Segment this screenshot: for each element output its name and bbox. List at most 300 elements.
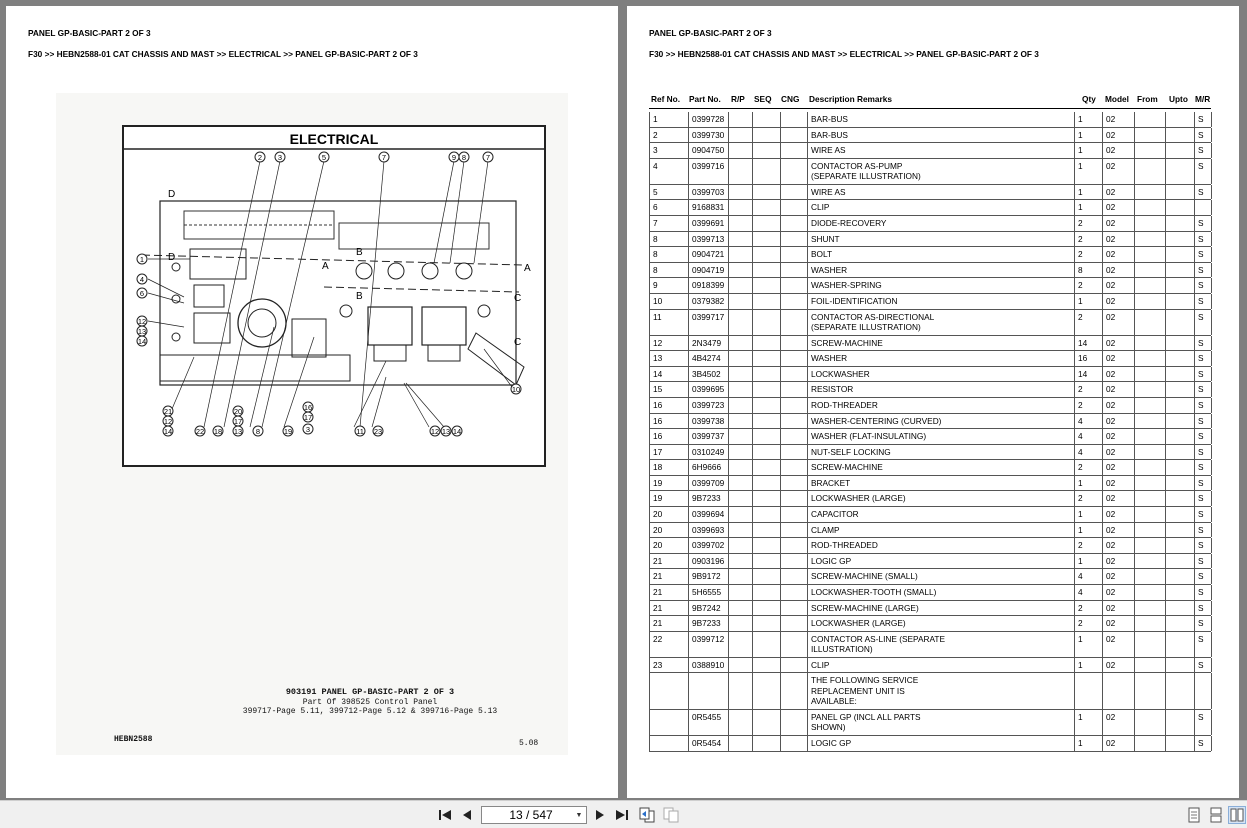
- ref-no-cell: 19: [650, 476, 689, 491]
- qty-cell: 1: [1075, 632, 1103, 657]
- upto-cell: [1166, 294, 1195, 309]
- model-cell: 02: [1103, 414, 1135, 429]
- rp-cell: [729, 200, 753, 215]
- page-indicator[interactable]: 13 / 547: [509, 808, 553, 822]
- mr-cell: S: [1195, 616, 1212, 631]
- description-cell: [808, 632, 1075, 657]
- seq-cell: [753, 710, 781, 735]
- seq-cell: [753, 112, 781, 127]
- model-cell: 02: [1103, 616, 1135, 631]
- parts-table: [649, 112, 1211, 752]
- description-cell: [808, 232, 1075, 247]
- last-page-button[interactable]: [613, 806, 631, 824]
- parts-illustration: [56, 93, 568, 755]
- description-line: SCREW-MACHINE (SMALL): [811, 571, 918, 582]
- rp-cell: [729, 414, 753, 429]
- upto-cell: [1166, 673, 1195, 709]
- seq-cell: [753, 585, 781, 600]
- first-page-button[interactable]: [436, 806, 454, 824]
- seq-cell: [753, 185, 781, 200]
- mr-cell: S: [1195, 398, 1212, 413]
- model-cell: 02: [1103, 460, 1135, 475]
- mr-cell: S: [1195, 445, 1212, 460]
- qty-cell: 1: [1075, 143, 1103, 158]
- description-cell: [808, 310, 1075, 335]
- cng-cell: [781, 736, 808, 751]
- qty-cell: 1: [1075, 523, 1103, 538]
- model-cell: 02: [1103, 476, 1135, 491]
- prev-page-button[interactable]: [458, 806, 476, 824]
- description-line: AVAILABLE:: [811, 696, 857, 707]
- rp-cell: [729, 569, 753, 584]
- ref-no-cell: [650, 673, 689, 709]
- facing-pages-view-button[interactable]: [1228, 806, 1246, 824]
- rp-cell: [729, 429, 753, 444]
- rp-cell: [729, 554, 753, 569]
- seq-cell: [753, 658, 781, 673]
- page-title: PANEL GP-BASIC-PART 2 OF 3: [28, 28, 151, 38]
- rp-cell: [729, 585, 753, 600]
- ref-no-cell: 16: [650, 429, 689, 444]
- callout-label: 2: [257, 153, 263, 162]
- model-cell: 02: [1103, 216, 1135, 231]
- mr-cell: [1195, 200, 1212, 215]
- description-line: PANEL GP (INCL ALL PARTS: [811, 711, 921, 722]
- ref-no-cell: 8: [650, 263, 689, 278]
- mr-cell: S: [1195, 538, 1212, 553]
- seq-cell: [753, 736, 781, 751]
- mr-cell: S: [1195, 523, 1212, 538]
- ref-no-cell: [650, 710, 689, 735]
- qty-cell: 2: [1075, 398, 1103, 413]
- mr-cell: S: [1195, 554, 1212, 569]
- cng-cell: [781, 232, 808, 247]
- table-row: [650, 507, 1211, 523]
- model-cell: 02: [1103, 736, 1135, 751]
- cng-cell: [781, 143, 808, 158]
- callout-label: 3: [305, 425, 311, 434]
- qty-cell: 4: [1075, 585, 1103, 600]
- description-line: REPLACEMENT UNIT IS: [811, 685, 905, 696]
- description-cell: [808, 523, 1075, 538]
- description-line: LOGIC GP: [811, 555, 852, 566]
- qty-cell: 1: [1075, 200, 1103, 215]
- rp-cell: [729, 247, 753, 262]
- part-no-cell: 0903196: [689, 554, 729, 569]
- mr-cell: S: [1195, 336, 1212, 351]
- upto-cell: [1166, 200, 1195, 215]
- right-page: [627, 6, 1239, 798]
- description-cell: [808, 491, 1075, 506]
- rp-cell: [729, 294, 753, 309]
- from-cell: [1135, 710, 1166, 735]
- part-no-cell: [689, 673, 729, 709]
- table-row: [650, 143, 1211, 159]
- next-page-icon: [595, 809, 605, 821]
- description-line: ILLUSTRATION): [811, 644, 873, 655]
- qty-cell: 2: [1075, 310, 1103, 335]
- from-cell: [1135, 200, 1166, 215]
- description-line: WASHER (FLAT-INSULATING): [811, 431, 927, 442]
- ref-no-cell: 8: [650, 247, 689, 262]
- rp-cell: [729, 310, 753, 335]
- description-cell: [808, 263, 1075, 278]
- model-cell: 02: [1103, 445, 1135, 460]
- model-cell: 02: [1103, 159, 1135, 184]
- description-line: CONTACTOR AS-LINE (SEPARATE: [811, 633, 946, 644]
- table-row: [650, 216, 1211, 232]
- from-cell: [1135, 601, 1166, 616]
- upto-cell: [1166, 398, 1195, 413]
- from-cell: [1135, 507, 1166, 522]
- part-no-cell: 0399702: [689, 538, 729, 553]
- rp-cell: [729, 216, 753, 231]
- cng-cell: [781, 247, 808, 262]
- table-row: [650, 128, 1211, 144]
- part-no-cell: 3B4502: [689, 367, 729, 382]
- seq-cell: [753, 601, 781, 616]
- qty-cell: 2: [1075, 460, 1103, 475]
- from-cell: [1135, 367, 1166, 382]
- rp-cell: [729, 538, 753, 553]
- previous-view-icon: [639, 807, 655, 823]
- model-cell: 02: [1103, 200, 1135, 215]
- model-cell: 02: [1103, 710, 1135, 735]
- mr-cell: S: [1195, 294, 1212, 309]
- model-cell: 02: [1103, 491, 1135, 506]
- seq-cell: [753, 476, 781, 491]
- chevron-down-icon[interactable]: ▼: [575, 811, 583, 819]
- illustration-caption: 903191 PANEL GP-BASIC-PART 2 OF 3: [285, 687, 455, 697]
- model-cell: 02: [1103, 112, 1135, 127]
- description-line: WASHER: [811, 353, 848, 364]
- col-cng: CNG: [781, 94, 800, 104]
- rp-cell: [729, 398, 753, 413]
- model-cell: 02: [1103, 294, 1135, 309]
- qty-cell: 2: [1075, 601, 1103, 616]
- page-title: PANEL GP-BASIC-PART 2 OF 3: [649, 28, 772, 38]
- next-view-icon: [663, 807, 679, 823]
- table-row: [650, 247, 1211, 263]
- qty-cell: 1: [1075, 476, 1103, 491]
- from-cell: [1135, 673, 1166, 709]
- description-line: WASHER-SPRING: [811, 280, 882, 291]
- last-page-icon: [615, 809, 629, 821]
- table-row: [650, 185, 1211, 201]
- description-cell: [808, 128, 1075, 143]
- breadcrumb: F30 >> HEBN2588-01 CAT CHASSIS AND MAST >> ELECTRICAL >> PANEL GP-BASIC-PART 2 OF 3: [28, 49, 418, 59]
- from-cell: [1135, 112, 1166, 127]
- model-cell: 02: [1103, 310, 1135, 335]
- from-cell: [1135, 232, 1166, 247]
- description-line: LOCKWASHER (LARGE): [811, 493, 906, 504]
- cng-cell: [781, 673, 808, 709]
- model-cell: 02: [1103, 351, 1135, 366]
- mr-cell: [1195, 673, 1212, 709]
- model-cell: 02: [1103, 367, 1135, 382]
- ref-no-cell: 21: [650, 601, 689, 616]
- seq-cell: [753, 263, 781, 278]
- description-line: LOCKWASHER: [811, 368, 870, 379]
- description-cell: [808, 569, 1075, 584]
- description-cell: [808, 185, 1075, 200]
- model-cell: 02: [1103, 585, 1135, 600]
- callout-label: 7: [485, 153, 491, 162]
- part-no-cell: 0R5454: [689, 736, 729, 751]
- seq-cell: [753, 247, 781, 262]
- qty-cell: 1: [1075, 128, 1103, 143]
- mr-cell: S: [1195, 216, 1212, 231]
- from-cell: [1135, 351, 1166, 366]
- upto-cell: [1166, 185, 1195, 200]
- upto-cell: [1166, 569, 1195, 584]
- part-no-cell: 0310249: [689, 445, 729, 460]
- previous-view-button[interactable]: [638, 806, 656, 824]
- part-no-cell: 0399737: [689, 429, 729, 444]
- mr-cell: S: [1195, 491, 1212, 506]
- from-cell: [1135, 736, 1166, 751]
- description-cell: [808, 601, 1075, 616]
- description-cell: [808, 710, 1075, 735]
- model-cell: 02: [1103, 263, 1135, 278]
- breadcrumb: F30 >> HEBN2588-01 CAT CHASSIS AND MAST >> ELECTRICAL >> PANEL GP-BASIC-PART 2 OF 3: [649, 49, 1039, 59]
- seq-cell: [753, 351, 781, 366]
- part-no-cell: 0379382: [689, 294, 729, 309]
- description-cell: [808, 294, 1075, 309]
- upto-cell: [1166, 382, 1195, 397]
- model-cell: 02: [1103, 398, 1135, 413]
- mr-cell: S: [1195, 263, 1212, 278]
- ref-no-cell: 8: [650, 232, 689, 247]
- rp-cell: [729, 232, 753, 247]
- rp-cell: [729, 491, 753, 506]
- continuous-view-button[interactable]: [1207, 806, 1225, 824]
- table-row: [650, 429, 1211, 445]
- upto-cell: [1166, 159, 1195, 184]
- from-cell: [1135, 538, 1166, 553]
- seq-cell: [753, 159, 781, 184]
- single-page-icon: [1188, 807, 1200, 823]
- model-cell: 02: [1103, 382, 1135, 397]
- description-cell: [808, 112, 1075, 127]
- ref-no-cell: 18: [650, 460, 689, 475]
- description-cell: [808, 143, 1075, 158]
- description-line: SHOWN): [811, 722, 846, 733]
- upto-cell: [1166, 460, 1195, 475]
- callout-label: 13: [137, 327, 147, 336]
- rp-cell: [729, 263, 753, 278]
- model-cell: 02: [1103, 658, 1135, 673]
- description-cell: [808, 554, 1075, 569]
- callout-label: 14: [163, 427, 173, 436]
- mr-cell: S: [1195, 736, 1212, 751]
- part-no-cell: 0399694: [689, 507, 729, 522]
- from-cell: [1135, 294, 1166, 309]
- callout-label: 1: [139, 255, 145, 264]
- ref-no-cell: 15: [650, 382, 689, 397]
- description-line: SCREW-MACHINE (LARGE): [811, 602, 919, 613]
- upto-cell: [1166, 216, 1195, 231]
- facing-pages-icon: [1230, 808, 1244, 822]
- ref-no-cell: 9: [650, 278, 689, 293]
- electrical-schematic: [124, 127, 544, 465]
- qty-cell: 1: [1075, 185, 1103, 200]
- callout-label: 8: [255, 427, 261, 436]
- qty-cell: 8: [1075, 263, 1103, 278]
- col-ref-no: Ref No.: [651, 94, 681, 104]
- upto-cell: [1166, 523, 1195, 538]
- from-cell: [1135, 128, 1166, 143]
- description-cell: [808, 429, 1075, 444]
- seq-cell: [753, 128, 781, 143]
- description-cell: [808, 658, 1075, 673]
- model-cell: [1103, 673, 1135, 709]
- qty-cell: 1: [1075, 294, 1103, 309]
- qty-cell: 2: [1075, 278, 1103, 293]
- upto-cell: [1166, 263, 1195, 278]
- col-part-no: Part No.: [689, 94, 721, 104]
- part-no-cell: 2N3479: [689, 336, 729, 351]
- qty-cell: 2: [1075, 216, 1103, 231]
- cng-cell: [781, 185, 808, 200]
- model-cell: 02: [1103, 569, 1135, 584]
- part-no-cell: 5H6555: [689, 585, 729, 600]
- qty-cell: 1: [1075, 507, 1103, 522]
- qty-cell: 4: [1075, 445, 1103, 460]
- page-number-field[interactable]: [481, 806, 587, 824]
- table-row: [650, 367, 1211, 383]
- description-line: WIRE AS: [811, 186, 846, 197]
- upto-cell: [1166, 367, 1195, 382]
- seq-cell: [753, 278, 781, 293]
- callout-label: 23: [373, 427, 383, 436]
- ref-no-cell: 16: [650, 414, 689, 429]
- section-label: C: [514, 293, 522, 304]
- cng-cell: [781, 278, 808, 293]
- ref-no-cell: 19: [650, 491, 689, 506]
- mr-cell: S: [1195, 159, 1212, 184]
- cng-cell: [781, 429, 808, 444]
- cng-cell: [781, 710, 808, 735]
- rp-cell: [729, 112, 753, 127]
- table-row: [650, 658, 1211, 674]
- from-cell: [1135, 460, 1166, 475]
- cng-cell: [781, 601, 808, 616]
- part-no-cell: 9B7233: [689, 616, 729, 631]
- from-cell: [1135, 476, 1166, 491]
- upto-cell: [1166, 414, 1195, 429]
- ref-no-cell: 6: [650, 200, 689, 215]
- model-cell: 02: [1103, 429, 1135, 444]
- upto-cell: [1166, 710, 1195, 735]
- description-line: CLAMP: [811, 524, 840, 535]
- section-label: A: [524, 263, 531, 274]
- rp-cell: [729, 367, 753, 382]
- cng-cell: [781, 263, 808, 278]
- callout-label: 20: [233, 407, 243, 416]
- cng-cell: [781, 310, 808, 335]
- rp-cell: [729, 616, 753, 631]
- cng-cell: [781, 658, 808, 673]
- col-seq: SEQ: [754, 94, 772, 104]
- qty-cell: 2: [1075, 232, 1103, 247]
- qty-cell: 2: [1075, 616, 1103, 631]
- col-from: From: [1137, 94, 1158, 104]
- description-line: SHUNT: [811, 233, 840, 244]
- mr-cell: S: [1195, 247, 1212, 262]
- from-cell: [1135, 398, 1166, 413]
- cng-cell: [781, 367, 808, 382]
- table-row: [650, 601, 1211, 617]
- description-cell: [808, 247, 1075, 262]
- qty-cell: 2: [1075, 382, 1103, 397]
- ref-no-cell: 20: [650, 523, 689, 538]
- description-line: LOGIC GP: [811, 737, 852, 748]
- ref-no-cell: 16: [650, 398, 689, 413]
- model-cell: 02: [1103, 247, 1135, 262]
- part-no-cell: 0399717: [689, 310, 729, 335]
- from-cell: [1135, 569, 1166, 584]
- table-row: [650, 200, 1211, 216]
- upto-cell: [1166, 585, 1195, 600]
- cng-cell: [781, 159, 808, 184]
- description-line: RESISTOR: [811, 384, 854, 395]
- from-cell: [1135, 382, 1166, 397]
- mr-cell: S: [1195, 143, 1212, 158]
- qty-cell: 2: [1075, 538, 1103, 553]
- col-model: Model: [1105, 94, 1129, 104]
- section-label: D: [168, 252, 176, 263]
- single-page-view-button[interactable]: [1185, 806, 1203, 824]
- description-line: ROD-THREADED: [811, 540, 878, 551]
- ref-no-cell: 12: [650, 336, 689, 351]
- table-row: [650, 382, 1211, 398]
- cng-cell: [781, 200, 808, 215]
- description-cell: [808, 398, 1075, 413]
- description-cell: [808, 585, 1075, 600]
- mr-cell: S: [1195, 601, 1212, 616]
- qty-cell: 14: [1075, 367, 1103, 382]
- description-line: WASHER-CENTERING (CURVED): [811, 415, 942, 426]
- from-cell: [1135, 310, 1166, 335]
- next-page-button[interactable]: [591, 806, 609, 824]
- mr-cell: S: [1195, 476, 1212, 491]
- callout-label: 14: [137, 337, 147, 346]
- from-cell: [1135, 658, 1166, 673]
- section-label: C: [514, 337, 522, 348]
- left-page: [6, 6, 618, 798]
- seq-cell: [753, 554, 781, 569]
- callout-label: 4: [139, 275, 145, 284]
- callout-label: 12: [137, 317, 147, 326]
- rp-cell: [729, 143, 753, 158]
- model-cell: 02: [1103, 632, 1135, 657]
- description-cell: [808, 736, 1075, 751]
- table-row: [650, 336, 1211, 352]
- table-row: [650, 710, 1211, 736]
- cng-cell: [781, 538, 808, 553]
- next-view-button[interactable]: [662, 806, 680, 824]
- table-row: [650, 673, 1211, 710]
- upto-cell: [1166, 476, 1195, 491]
- cng-cell: [781, 585, 808, 600]
- upto-cell: [1166, 507, 1195, 522]
- ref-no-cell: [650, 736, 689, 751]
- description-line: CAPACITOR: [811, 509, 859, 520]
- table-row: [650, 159, 1211, 185]
- part-no-cell: 0399738: [689, 414, 729, 429]
- mr-cell: S: [1195, 429, 1212, 444]
